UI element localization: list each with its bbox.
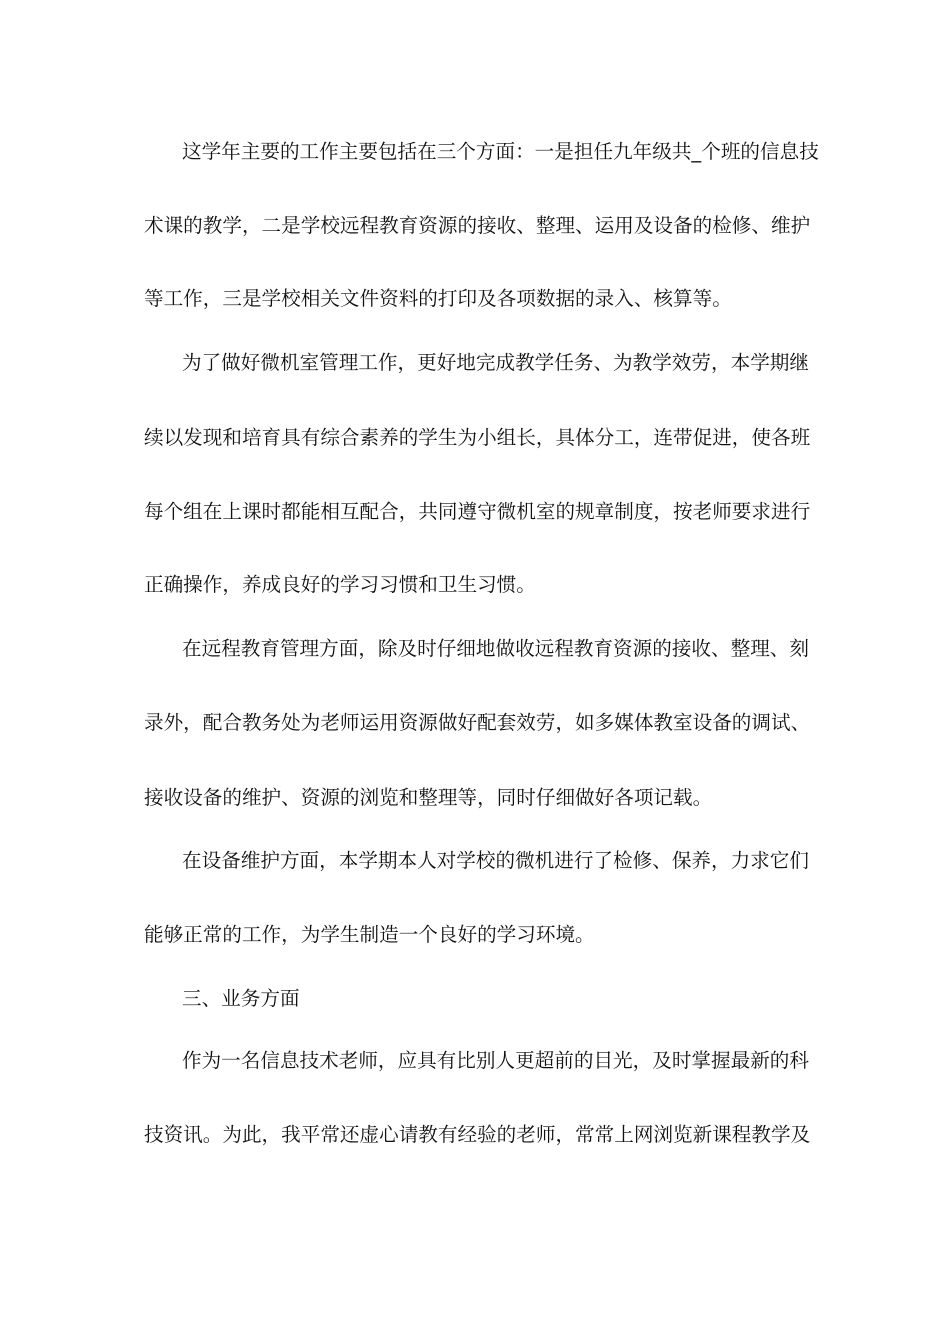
paragraph-3-line-2: 录外，配合教务处为老师运用资源做好配套效劳，如多媒体教室设备的调试、 [144, 711, 811, 734]
paragraph-1-line-3: 等工作，三是学校相关文件资料的打印及各项数据的录入、核算等。 [144, 287, 732, 310]
paragraph-1-line-2: 术课的教学，二是学校远程教育资源的接收、整理、运用及设备的检修、维护 [144, 214, 811, 237]
paragraph-4-line-1: 在设备维护方面，本学期本人对学校的微机进行了检修、保养，力求它们 [182, 849, 809, 872]
paragraph-2-line-4: 正确操作，养成良好的学习习惯和卫生习惯。 [144, 573, 536, 596]
paragraph-1-line-1: 这学年主要的工作主要包括在三个方面：一是担任九年级共_个班的信息技 [182, 140, 819, 163]
paragraph-4-line-2: 能够正常的工作，为学生制造一个良好的学习环境。 [144, 923, 595, 946]
section-heading: 三、业务方面 [182, 987, 300, 1010]
paragraph-5-line-2: 技资讯。为此，我平常还虚心请教有经验的老师，常常上网浏览新课程教学及 [144, 1123, 811, 1146]
paragraph-5-line-1: 作为一名信息技术老师，应具有比别人更超前的目光，及时掌握最新的科 [182, 1049, 809, 1072]
paragraph-3-line-1: 在远程教育管理方面，除及时仔细地做收远程教育资源的接收、整理、刻 [182, 637, 809, 660]
paragraph-2-line-2: 续以发现和培育具有综合素养的学生为小组长，具体分工，连带促进，使各班 [144, 426, 811, 449]
paragraph-3-line-3: 接收设备的维护、资源的浏览和整理等，同时仔细做好各项记载。 [144, 786, 713, 809]
paragraph-2-line-3: 每个组在上课时都能相互配合，共同遵守微机室的规章制度，按老师要求进行 [144, 500, 811, 523]
paragraph-2-line-1: 为了做好微机室管理工作，更好地完成教学任务、为教学效劳，本学期继 [182, 351, 809, 374]
